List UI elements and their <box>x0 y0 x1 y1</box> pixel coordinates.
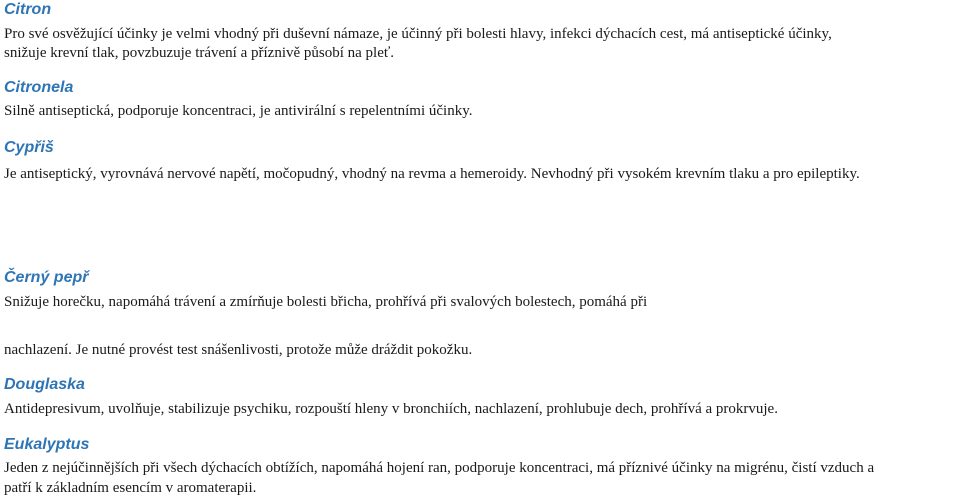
citron-text-line-2: snižuje krevní tlak, povzbuzuje trávení a příznivě působí na pleť. <box>4 45 395 61</box>
cerny-pepr-text-line-1: Snižuje horečku, napomáhá trávení a zmírňuje bolesti břicha, prohřívá při svalových bolestech, pomáhá při <box>4 294 648 310</box>
eukalyptus-text-line-2: patří k základním esencím v aromaterapii. <box>4 480 257 496</box>
cerny-pepr-text-line-2: nachlazení. Je nutné provést test snášenlivosti, protože může dráždit pokožku. <box>4 342 473 358</box>
citron-text-line-1: Pro své osvěžující účinky je velmi vhodný při duševní námaze, je účinný při bolesti hlavy, infekci dýchacích cest, má antiseptické účinky, <box>4 26 832 42</box>
heading-citron: Citron <box>4 1 52 18</box>
eukalyptus-text-line-1: Jeden z nejúčinnějších při všech dýchacích obtížích, napomáhá hojení ran, podporuje koncentraci, má příznivé účinky na migrénu, čistí vzduch a <box>4 460 875 476</box>
cypris-text-line-1: Je antiseptický, vyrovnává nervové napětí, močopudný, vhodný na revma a hemeroidy. Nevhodný při vysokém krevním tlaku a pro epileptiky. <box>4 166 860 182</box>
heading-citronela: Citronela <box>4 79 74 96</box>
heading-eukalyptus: Eukalyptus <box>4 436 90 453</box>
heading-cerny-pepr: Černý pepř <box>4 269 89 286</box>
citronela-text-line-1: Silně antiseptická, podporuje koncentraci, je antivirální s repelentními účinky. <box>4 103 473 119</box>
douglaska-text-line-1: Antidepresivum, uvolňuje, stabilizuje psychiku, rozpouští hleny v bronchiích, nachlazení, prohlubuje dech, prohřívá a prokrvuje. <box>4 401 778 417</box>
heading-cypris: Cypřiš <box>4 139 54 156</box>
heading-douglaska: Douglaska <box>4 376 85 393</box>
